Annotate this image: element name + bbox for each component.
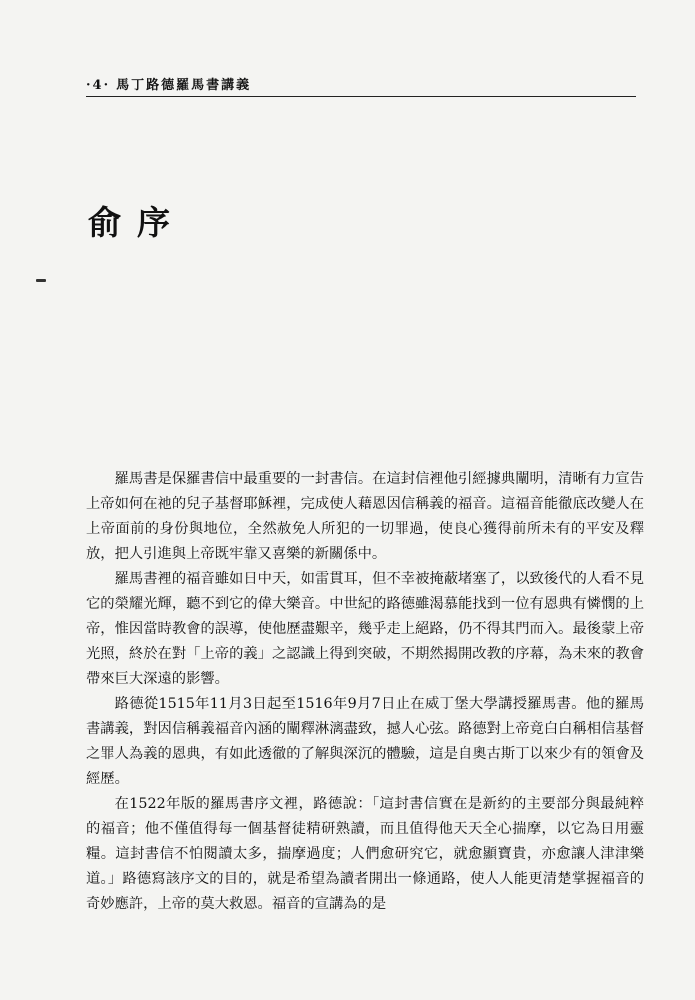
paragraph-3: 路德從1515年11月3日起至1516年9月7日止在威丁堡大學講授羅馬書。他的羅馬書講義，對因信稱義福音內涵的闡釋淋漓盡致，撼人心弦。路德對上帝竟白白稱相信基督之罪人為義的恩典，有如此透徹的了解與深沉的體驗，這是自奧古斯丁以來少有的領會及經歷。 (86, 696, 644, 787)
paragraph-4: 在1522年版的羅馬書序文裡，路德說：「這封書信實在是新約的主要部分與最純粹的福音；他不僅值得每一個基督徒精研熟讀，而且值得他天天全心揣摩，以它為日用靈糧。這封書信不怕閱讀太多，揣摩過度；人們愈研究它，就愈顯寶貴，亦愈讓人津津樂道。」路德寫該序文的目的，就是希望為讀者開出一條通路，使人人能更清楚掌握福音的奇妙應許，上帝的莫大救恩。福音的宣講為的是 (86, 796, 644, 912)
header-text (86, 74, 251, 93)
section-title: 俞序 (88, 203, 186, 242)
running-header (86, 74, 636, 97)
page-number: ·4· (86, 78, 111, 93)
paragraph-1: 羅馬書是保羅書信中最重要的一封書信。在這封信裡他引經據典闡明，清晰有力宣告上帝如何在祂的兒子基督耶穌裡，完成使人藉恩因信稱義的福音。這福音能徹底改變人在上帝面前的身份與地位，全然赦免人所犯的一切罪過，使良心獲得前所未有的平安及釋放，把人引進與上帝既牢靠又喜樂的新關係中。 (86, 471, 644, 562)
margin-mark (36, 279, 46, 282)
paragraph-2: 羅馬書裡的福音雖如日中天，如雷貫耳，但不幸被掩蔽堵塞了，以致後代的人看不見它的榮耀光輝，聽不到它的偉大樂音。中世紀的路德雖渴慕能找到一位有恩典有憐憫的上帝，惟因當時教會的誤導，使他歷盡艱辛，幾乎走上絕路，仍不得其門而入。最後蒙上帝光照，終於在對「上帝的義」之認識上得到突破，不期然揭開改教的序幕，為未來的教會帶來巨大深遠的影響。 (86, 571, 644, 687)
body-text (86, 467, 644, 917)
book-title: 馬丁路德羅馬書講義 (116, 78, 252, 93)
